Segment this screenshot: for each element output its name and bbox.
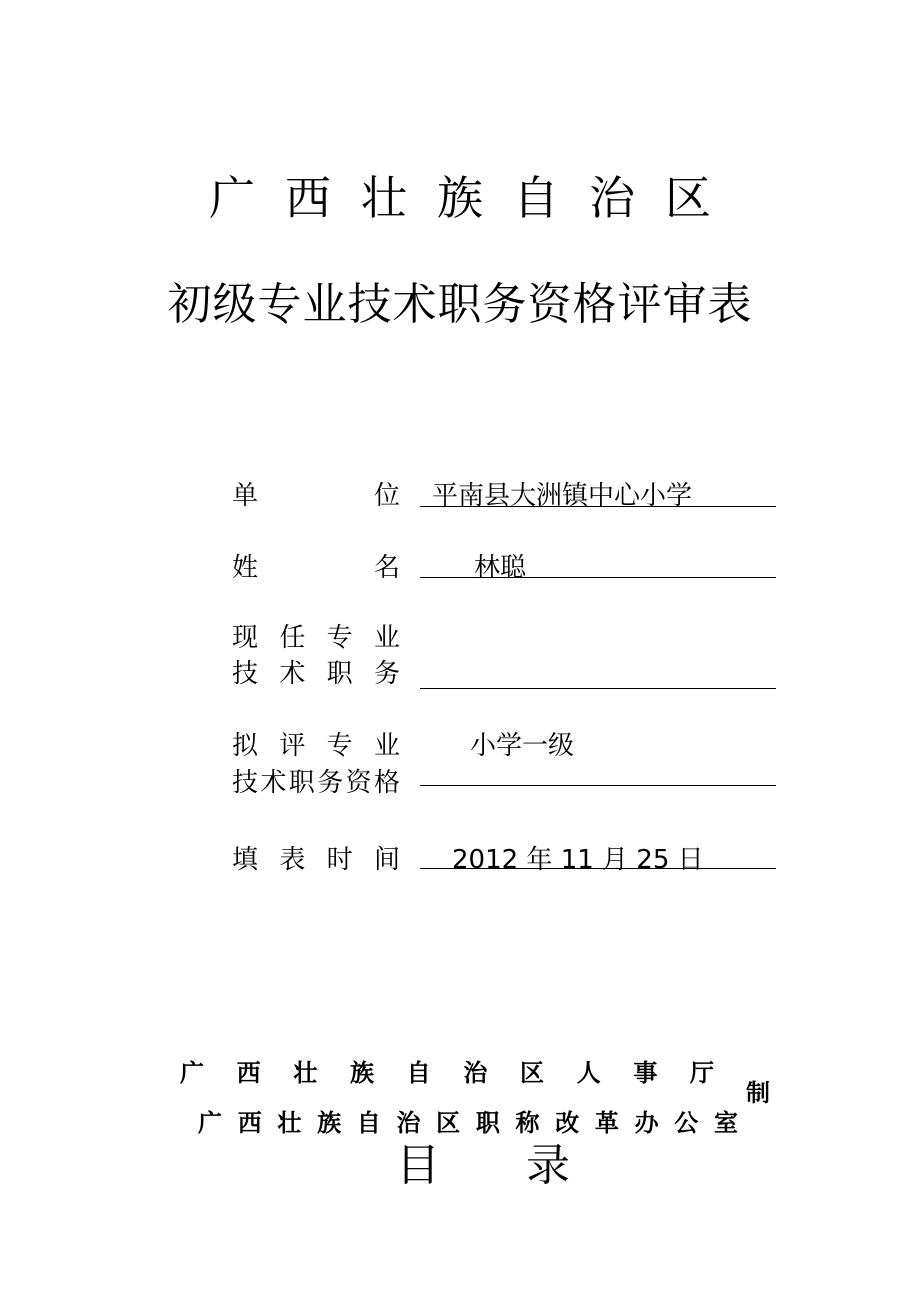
proposed-title-label-line1: 拟评专业	[232, 731, 400, 761]
current-title-underline	[420, 688, 776, 689]
fill-date-label: 填表时间	[232, 845, 400, 875]
unit-label: 单位	[232, 481, 400, 511]
toc-title: 目录	[396, 1140, 570, 1191]
current-title-label-line2: 技术职务	[232, 659, 400, 689]
issuer-line-2: 广西壮族自治区职称改革办公室	[198, 1109, 738, 1137]
issuer-line-1: 广西壮族自治区人事厅	[180, 1059, 714, 1087]
fill-date-value: 2012 年 11 月 25 日	[452, 845, 704, 875]
document-title-form: 初级专业技术职务资格评审表	[167, 279, 753, 330]
proposed-title-label-line2: 技术职务资格	[232, 768, 400, 798]
current-title-label-line1: 现任专业	[232, 623, 400, 653]
fill-date-underline	[420, 868, 776, 869]
name-label: 姓名	[232, 553, 400, 583]
name-underline	[420, 577, 776, 578]
document-title-region: 广西壮族自治区	[209, 171, 741, 225]
proposed-title-value: 小学一级	[470, 731, 575, 761]
proposed-title-underline	[420, 785, 776, 786]
issuer-suffix: 制	[746, 1079, 770, 1107]
name-value: 林聪	[474, 553, 527, 583]
unit-value: 平南县大洲镇中心小学	[432, 481, 693, 511]
unit-underline	[420, 506, 776, 507]
